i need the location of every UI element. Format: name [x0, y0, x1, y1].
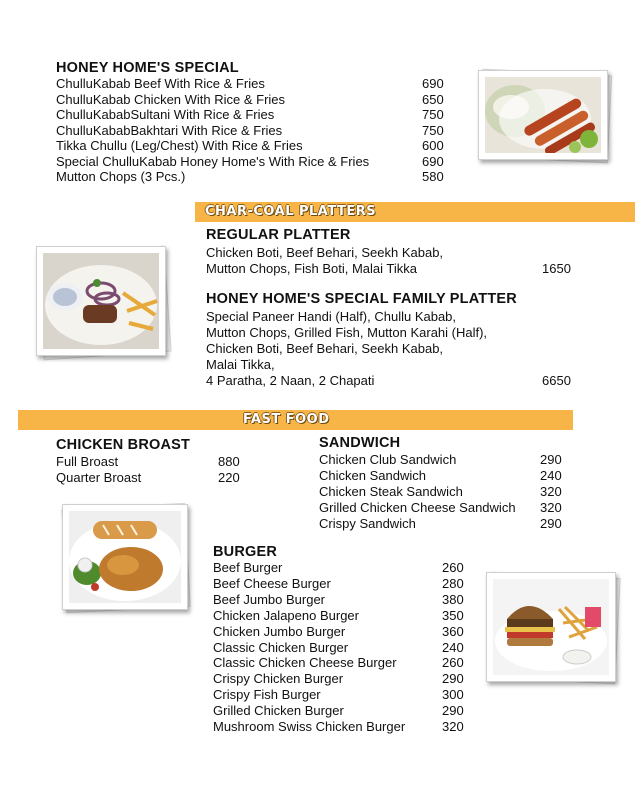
- special-item-name: ChulluKabab Chicken With Rice & Fries: [56, 91, 286, 107]
- burger-plate-image: [493, 579, 609, 675]
- regular-platter-line: Mutton Chops, Fish Boti, Malai Tikka: [206, 261, 417, 276]
- charcoal-band: [195, 202, 635, 222]
- special-item-name: ChulluKababBakhtari With Rice & Fries: [56, 122, 283, 138]
- special-title: HONEY HOME'S SPECIAL: [56, 60, 239, 76]
- burger-item-price: 360: [442, 623, 464, 639]
- broast-title: CHICKEN BROAST: [56, 437, 191, 453]
- family-platter-line: 4 Paratha, 2 Naan, 2 Chapati: [206, 373, 375, 388]
- special-item-name: Special ChulluKabab Honey Home's With Rice & Fries: [56, 153, 370, 169]
- special-item-price: 690: [422, 153, 444, 169]
- burger-item-price: 260: [442, 560, 464, 575]
- burger-item-price: 380: [442, 591, 464, 607]
- burger-item-name: Classic Chicken Burger: [213, 639, 349, 655]
- family-platter-title: HONEY HOME'S SPECIAL FAMILY PLATTER: [206, 291, 517, 307]
- burger-item-name: Crispy Chicken Burger: [213, 671, 344, 687]
- burger-photo: [486, 572, 616, 682]
- family-platter-line: Chicken Boti, Beef Behari, Seekh Kabab,: [206, 341, 444, 356]
- burger-item-price: 280: [442, 575, 464, 591]
- kebab-photo: [478, 70, 608, 160]
- burger-item-name: Crispy Fish Burger: [213, 687, 321, 703]
- kebab-plate-image: [485, 77, 601, 153]
- burger-item-price: 240: [442, 639, 464, 655]
- special-item-price: 600: [422, 138, 444, 153]
- burger-item-price: 290: [442, 671, 464, 687]
- family-platter-price: 6650: [542, 373, 571, 388]
- family-platter-line: Mutton Chops, Grilled Fish, Mutton Karahi (Half),: [206, 325, 488, 340]
- burger-item-name: Beef Cheese Burger: [213, 575, 331, 591]
- burger-item-name: Chicken Jumbo Burger: [213, 623, 346, 639]
- burger-item-price: 260: [442, 655, 464, 671]
- fastfood-band: [18, 410, 573, 430]
- sandwich-item-name: Chicken Club Sandwich: [319, 452, 457, 467]
- sandwich-item-name: Crispy Sandwich: [319, 516, 416, 531]
- broast-item-name: Full Broast: [56, 454, 119, 469]
- broast-item-name: Quarter Broast: [56, 470, 142, 485]
- sandwich-item-name: Chicken Sandwich: [319, 468, 426, 483]
- burger-item-price: 350: [442, 607, 464, 623]
- special-item-name: Tikka Chullu (Leg/Chest) With Rice & Fries: [56, 138, 303, 153]
- burger-item-price: 320: [442, 719, 464, 734]
- regular-platter-title: REGULAR PLATTER: [206, 227, 351, 243]
- platter-plate-image: [43, 253, 159, 349]
- broast-photo: [62, 504, 188, 610]
- burger-item-name: Beef Jumbo Burger: [213, 591, 326, 607]
- special-item-name: ChulluKababSultani With Rice & Fries: [56, 107, 275, 122]
- special-item-price: 690: [422, 76, 444, 91]
- family-platter-line: Special Paneer Handi (Half), Chullu Kabab,: [206, 309, 457, 324]
- sandwich-item-price: 320: [540, 484, 562, 499]
- burger-item-name: Mushroom Swiss Chicken Burger: [213, 719, 406, 734]
- burger-item-name: Classic Chicken Cheese Burger: [213, 655, 397, 671]
- sandwich-item-price: 240: [540, 468, 562, 483]
- broast-item-price: 220: [218, 470, 240, 485]
- burger-item-price: 290: [442, 703, 464, 719]
- platter-photo: [36, 246, 166, 356]
- burger-item-price: 300: [442, 687, 464, 703]
- special-item-price: 580: [422, 169, 444, 184]
- sandwich-item-price: 320: [540, 500, 562, 515]
- special-item-name: ChulluKabab Beef With Rice & Fries: [56, 76, 265, 91]
- special-item-price: 650: [422, 91, 444, 107]
- special-item-price: 750: [422, 122, 444, 138]
- sandwich-item-price: 290: [540, 452, 562, 467]
- family-platter-line: Malai Tikka,: [206, 357, 275, 372]
- sandwich-item-price: 290: [540, 516, 562, 531]
- special-item-price: 750: [422, 107, 444, 122]
- special-item-name: Mutton Chops (3 Pcs.): [56, 169, 186, 184]
- burger-item-name: Grilled Chicken Burger: [213, 703, 344, 719]
- broast-plate-image: [69, 511, 181, 603]
- burger-title: BURGER: [213, 544, 278, 560]
- sandwich-item-name: Grilled Chicken Cheese Sandwich: [319, 500, 516, 515]
- regular-platter-price: 1650: [542, 261, 571, 276]
- sandwich-title: SANDWICH: [319, 435, 401, 451]
- sandwich-item-name: Chicken Steak Sandwich: [319, 484, 463, 499]
- burger-item-name: Chicken Jalapeno Burger: [213, 607, 359, 623]
- charcoal-band-title: CHAR-COAL PLATTERS: [205, 204, 377, 219]
- regular-platter-line: Chicken Boti, Beef Behari, Seekh Kabab,: [206, 245, 444, 260]
- burger-item-name: Beef Burger: [213, 560, 283, 575]
- fastfood-band-title: FAST FOOD: [243, 412, 330, 427]
- broast-item-price: 880: [218, 454, 240, 469]
